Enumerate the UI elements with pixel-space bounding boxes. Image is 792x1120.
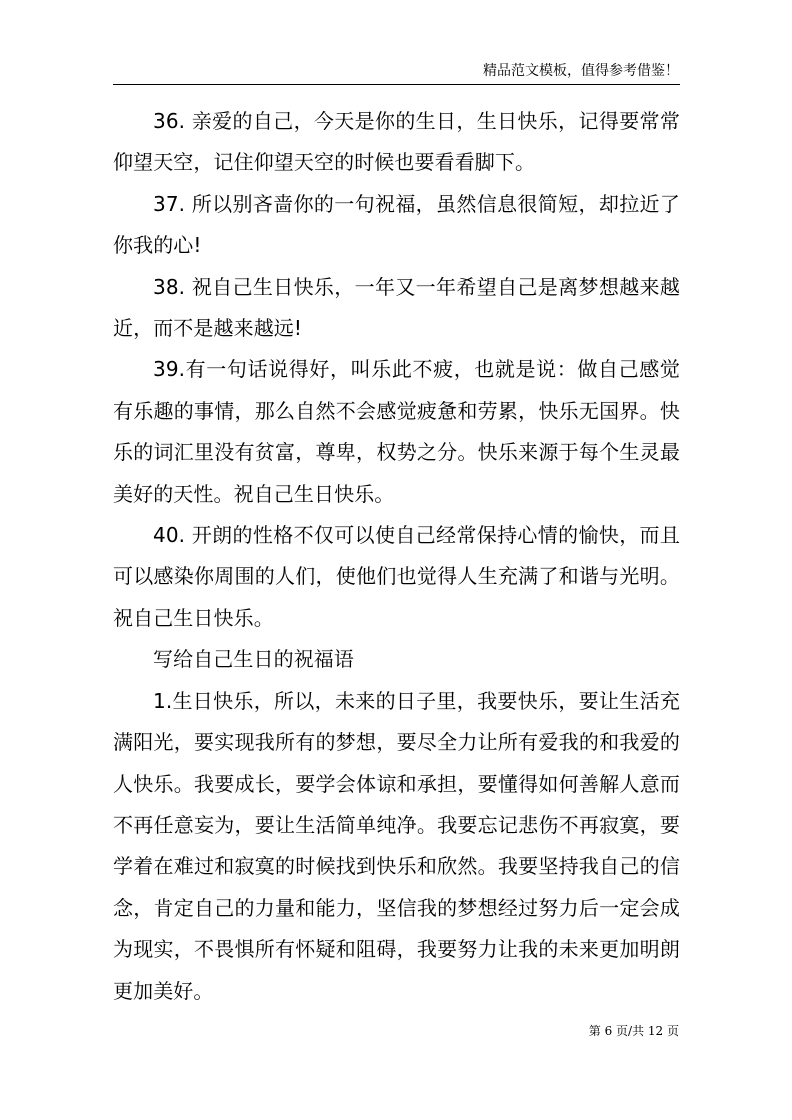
section-heading: 写给自己生日的祝福语 xyxy=(153,647,354,672)
paragraph-40: 40. 开朗的性格不仅可以使自己经常保持心情的愉快，而且可以感染你周围的人们，使他们也觉得人生充满了和谐与光明。祝自己生日快乐。 xyxy=(113,523,680,630)
paragraph-37: 37. 所以别吝啬你的一句祝福，虽然信息很简短，却拉近了你我的心! xyxy=(113,191,680,258)
header-divider xyxy=(113,84,680,85)
document-body xyxy=(113,101,680,1012)
paragraph-1: 1.生日快乐，所以，未来的日子里，我要快乐，要让生活充满阳光，要实现我所有的梦想，要尽全力让所有爱我的和我爱的人快乐。我要成长，要学会体谅和承担，要懂得如何善解人意而不再任意妄为，要让生活简单纯净。我要忘记悲伤不再寂寞，要学着在难过和寂寞的时候找到快乐和欣然。我要坚持我自己的信念，肯定自己的力量和能力，坚信我的梦想经过努力后一定会成为现实，不畏惧所有怀疑和阻碍，我要努力让我的未来更加明朗更加美好。 xyxy=(113,688,680,1003)
paragraph-38: 38. 祝自己生日快乐，一年又一年希望自己是离梦想越来越近，而不是越来越远! xyxy=(113,274,680,341)
page-number: 第 6 页/共 12 页 xyxy=(588,1024,679,1038)
paragraph-36: 36. 亲爱的自己，今天是你的生日，生日快乐，记得要常常仰望天空，记住仰望天空的时候也要看看脚下。 xyxy=(113,109,680,175)
paragraph-39: 39.有一句话说得好，叫乐此不疲，也就是说：做自己感觉有乐趣的事情，那么自然不会感觉疲惫和劳累，快乐无国界。快乐的词汇里没有贫富，尊卑，权势之分。快乐来源于每个生灵最美好的天性。祝自己生日快乐。 xyxy=(113,357,680,506)
page-header-text: 精品范文模板，值得参考借鉴！ xyxy=(483,63,679,79)
